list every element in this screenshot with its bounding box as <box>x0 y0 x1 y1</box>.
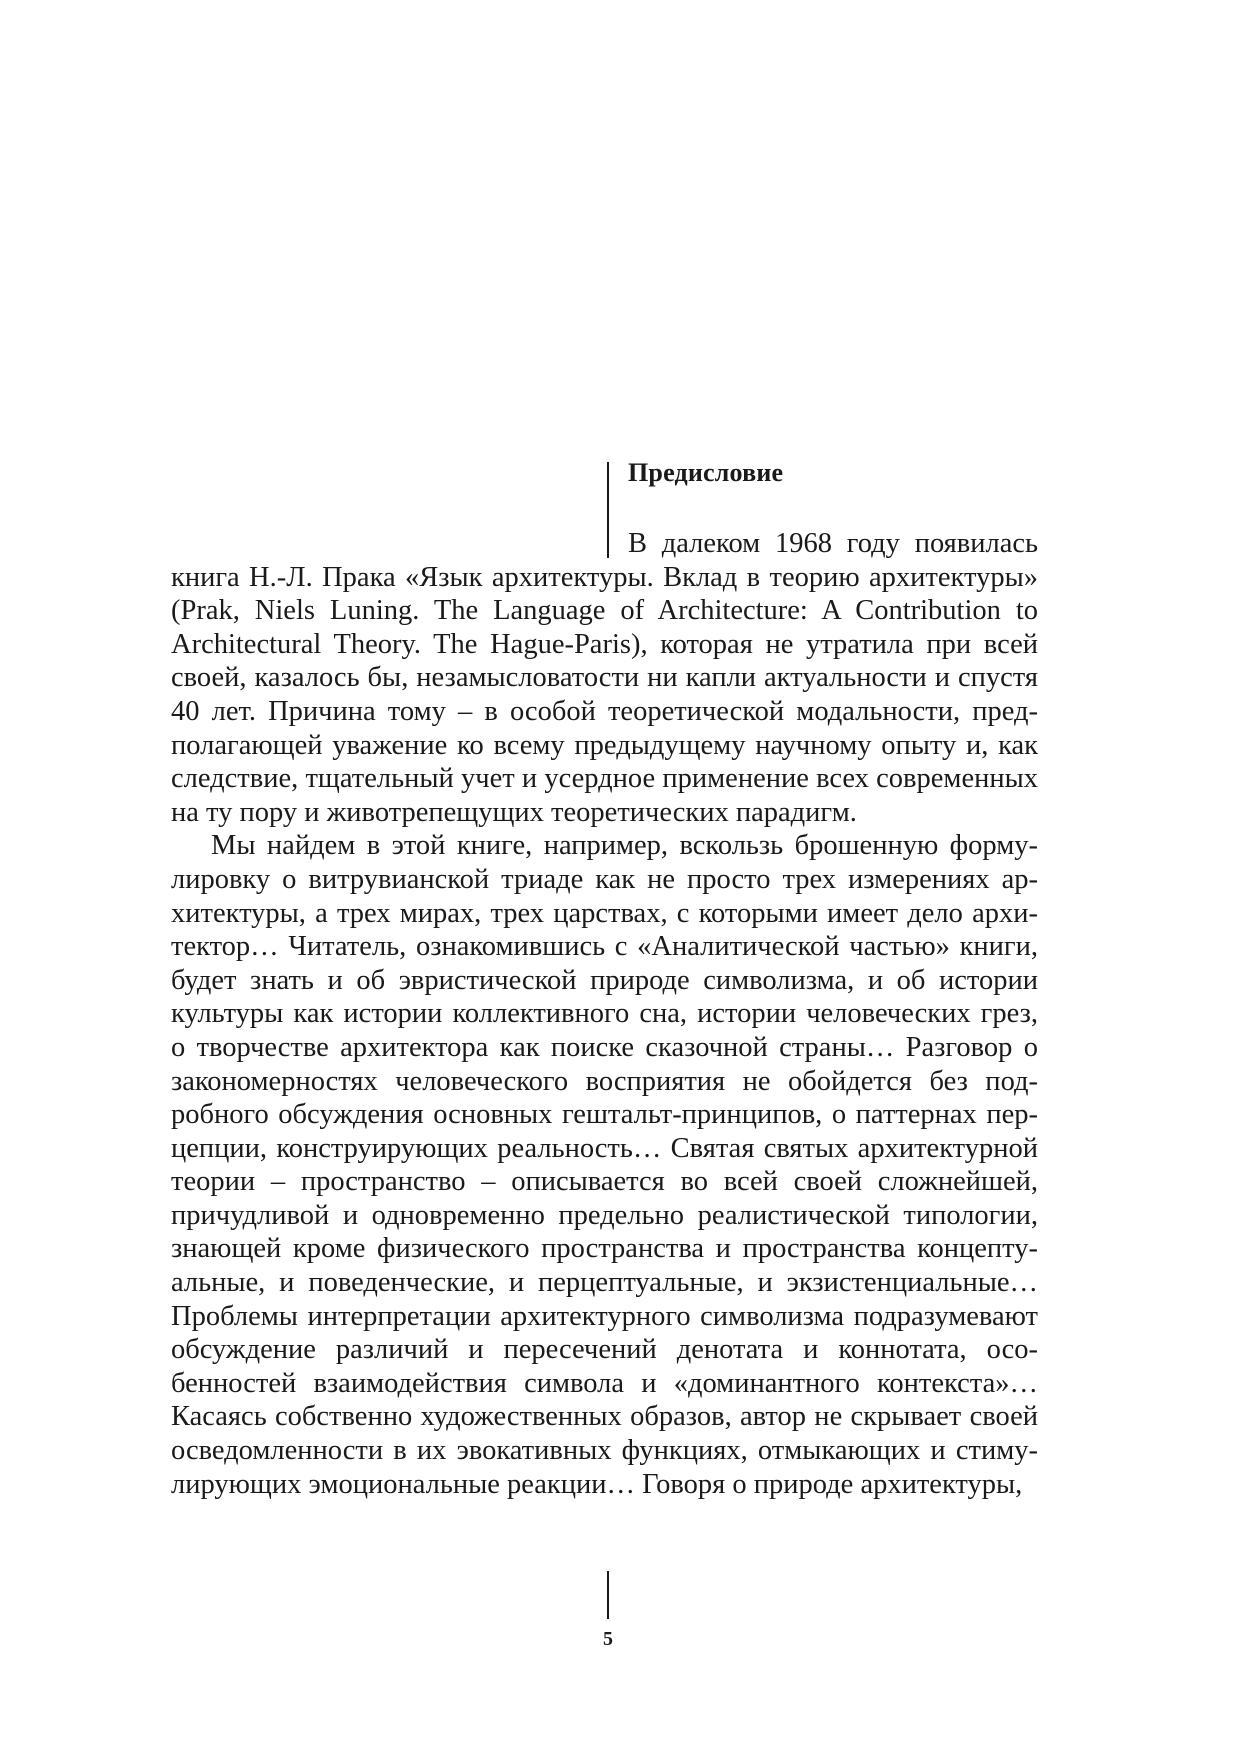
body-text <box>171 527 1038 1501</box>
paragraph-2: Мы найдем в этой книге, например, вскользь брошенную формулировку о витрувианской триаде как не просто трех измерениях архитектуры, а трех мирах, трех царствах, с которыми имеет дело архитектор… Читатель, ознакомившись с «Аналитической частью» книги, будет знать и об эвристической природе символизма, и об истории культуры как истории коллективного сна, истории человеческих грез, о творчестве архитектора как поиске сказочной страны… Разговор о закономерностях человеческого восприятия не обойдется без подробного обсуждения основных гештальт-принципов, о паттернах перцепции, конструирующих реальность… Святая святых архитектурной теории – пространство – описывается во всей своей сложнейшей, причудливой и одновременно предельно реалистической типологии, знающей кроме физического пространства и пространства концептуальные, и поведенческие, и перцептуальные, и экзистенциальные… Проблемы интерпретации архитектурного символизма подразумевают обсуждение различий и пересечений денотата и коннотата, особенностей взаимодействия символа и «доминантного контекста»… Касаясь собственно художественных образов, автор не скрывает своей осведомленности в их эвокативных функциях, отмыкающих и стимулирующих эмоциональные реакции… Говоря о природе архитектуры, <box>171 830 1038 1500</box>
chapter-heading: Предисловие <box>628 458 784 487</box>
footer-vertical-rule <box>607 1571 609 1619</box>
page-number: 5 <box>603 1628 613 1650</box>
paragraph-1: В далеком 1968 году появилась книга Н.-Л. Прака «Язык архитектуры. Вклад в теорию архитектуры» (Prak, Niels Luning. The Language of Architecture: A Contribution to Architectural Theory. The Hague-Paris), которая не утратила при всей своей, казалось бы, незамысловатости ни капли актуальности и спустя 40 лет. Причина тому – в особой теоретической модальности, предполагающей уважение ко всему предыдущему научному опыту и, как следствие, тщательный учет и усердное применение всех современных на ту пору и животрепещущих теоретических парадигм. <box>171 528 1038 828</box>
